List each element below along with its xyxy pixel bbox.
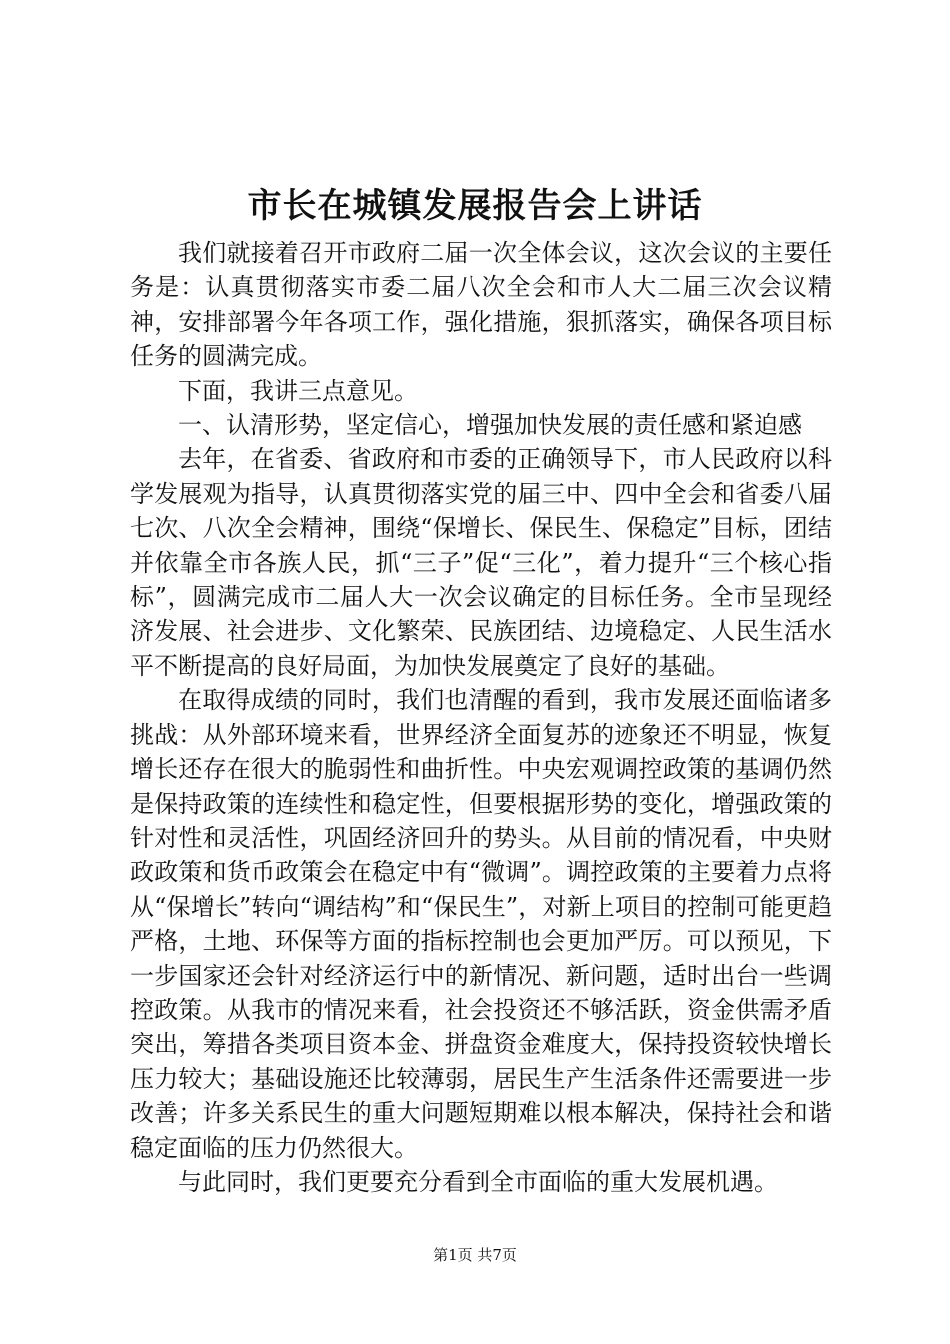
- document-body: [130, 236, 832, 1199]
- paragraph-intro: 我们就接着召开市政府二届一次全体会议，这次会议的主要任务是：认真贯彻落实市委二届八次全会和市人大二届三次会议精神，安排部署今年各项工作，强化措施，狠抓落实，确保各项目标任务的圆满完成。: [130, 239, 832, 371]
- paragraph-last-year: 去年，在省委、省政府和市委的正确领导下，市人民政府以科学发展观为指导，认真贯彻落实党的届三中、四中全会和省委八届七次、八次全会精神，围绕“保增长、保民生、保稳定”目标，团结并依靠全市各族人民，抓“三子”促“三化”，着力提升“三个核心指标”，圆满完成市二届人大一次会议确定的目标任务。全市呈现经济发展、社会进步、文化繁荣、民族团结、边境稳定、人民生活水平不断提高的良好局面，为加快发展奠定了良好的基础。: [130, 445, 832, 680]
- paragraph-outline: 下面，我讲三点意见。: [178, 376, 418, 405]
- document-title: 市长在城镇发展报告会上讲话: [247, 186, 703, 226]
- page-number-footer: 第1页 共7页: [433, 1246, 517, 1264]
- paragraph-opportunities: 与此同时，我们更要充分看到全市面临的重大发展机遇。: [178, 1167, 778, 1196]
- paragraph-challenges: 在取得成绩的同时，我们也清醒的看到，我市发展还面临诸多挑战：从外部环境来看，世界经济全面复苏的迹象还不明显，恢复增长还存在很大的脆弱性和曲折性。中央宏观调控政策的基调仍然是保持政策的连续性和稳定性，但要根据形势的变化，增强政策的针对性和灵活性，巩固经济回升的势头。从目前的情况看，中央财政政策和货币政策会在稳定中有“微调”。调控政策的主要着力点将从“保增长”转向“调结构”和“保民生”，对新上项目的控制可能更趋严格，土地、环保等方面的指标控制也会更加严厉。可以预见，下一步国家还会针对经济运行中的新情况、新问题，适时出台一些调控政策。从我市的情况来看，社会投资还不够活跃，资金供需矛盾突出，筹措各类项目资本金、拼盘资金难度大，保持投资较快增长压力较大；基础设施还比较薄弱，居民生产生活条件还需要进一步改善；许多关系民生的重大问题短期难以根本解决，保持社会和谐稳定面临的压力仍然很大。: [130, 686, 832, 1162]
- section-heading-1: 一、认清形势，坚定信心，增强加快发展的责任感和紧迫感: [178, 411, 802, 440]
